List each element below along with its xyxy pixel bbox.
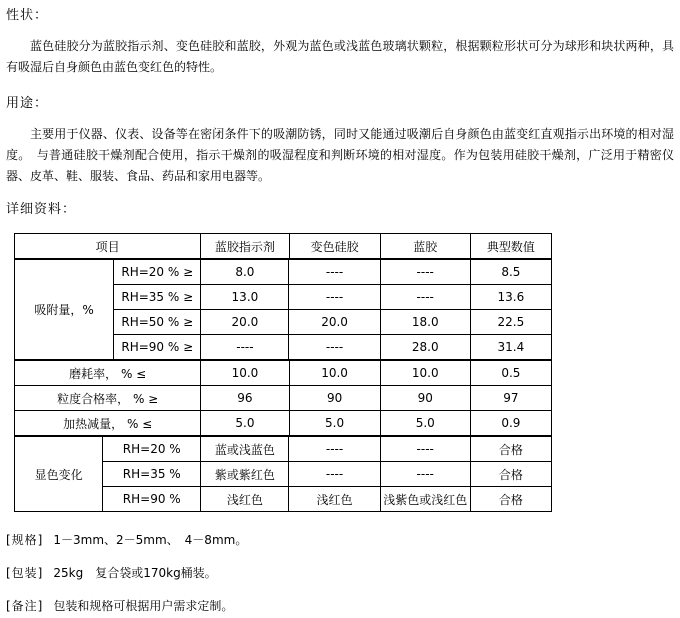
table-cell: 合格 [470, 487, 551, 512]
table-cell: ---- [201, 335, 289, 360]
packing-line-text: 25kg 复合袋或170kg桶装。 [53, 566, 217, 580]
table-cell: ---- [289, 335, 380, 360]
table-cell: ---- [380, 285, 470, 310]
column-header-item: 项目 [15, 234, 201, 259]
table-cell: 90 [380, 386, 470, 411]
table-cell: 20.0 [201, 310, 289, 335]
table-cell: 0.5 [470, 361, 551, 386]
table-cell: 10.0 [289, 361, 380, 386]
properties-paragraph: 蓝色硅胶分为蓝胶指示剂、变色硅胶和蓝胶，外观为蓝色或浅蓝色玻璃状颗粒，根据颗粒形状可分为球形和块状两种，具有吸湿后自身颜色由蓝色变红色的特性。 [6, 39, 674, 74]
note-line-text: 包装和规格可根据用户需求定制。 [53, 599, 234, 613]
row-label-heating-loss: 加热减量， % ≤ [15, 411, 201, 436]
spec-table-absorption-block [14, 259, 552, 360]
table-cell: ---- [380, 260, 470, 285]
table-cell: 22.5 [470, 310, 551, 335]
table-cell: 5.0 [201, 411, 289, 436]
row-group-label-absorption: 吸附量，% [15, 260, 114, 360]
table-cell: 13.0 [201, 285, 289, 310]
spec-table-rates-block [14, 360, 552, 436]
table-cell: 0.9 [470, 411, 551, 436]
table-cell: 90 [289, 386, 380, 411]
table-cell: ---- [380, 437, 470, 462]
column-header-typical: 典型数值 [470, 234, 551, 259]
table-cell: 10.0 [380, 361, 470, 386]
table-cell: 浅红色 [289, 487, 380, 512]
section-heading-details: 详细资料： [6, 202, 77, 217]
table-cell: 合格 [470, 437, 551, 462]
table-cell: 96 [201, 386, 289, 411]
column-header-discoloring: 变色硅胶 [289, 234, 380, 259]
spec-table [14, 233, 552, 512]
table-row [15, 386, 552, 411]
condition-cell: RH=35 % ≥ [114, 285, 201, 310]
spec-table-header-block [14, 233, 552, 259]
table-row [15, 361, 552, 386]
spec-table-color-change-block [14, 436, 552, 512]
table-cell: 13.6 [470, 285, 551, 310]
table-cell: 10.0 [201, 361, 289, 386]
note-line-label: [备注] [6, 599, 44, 613]
table-cell: 蓝或浅蓝色 [201, 437, 289, 462]
section-heading-properties: 性状： [6, 8, 49, 23]
table-cell: ---- [289, 260, 380, 285]
column-header-indicator: 蓝胶指示剂 [201, 234, 289, 259]
row-label-abrasion: 磨耗率， % ≤ [15, 361, 201, 386]
condition-cell: RH=20 % ≥ [114, 260, 201, 285]
table-cell: 20.0 [289, 310, 380, 335]
table-cell: ---- [380, 462, 470, 487]
packing-line [6, 565, 674, 581]
section-heading-usage: 用途： [6, 96, 49, 111]
table-cell: ---- [289, 437, 380, 462]
table-cell: 8.5 [470, 260, 551, 285]
table-cell: 18.0 [380, 310, 470, 335]
condition-cell: RH=35 % [103, 462, 201, 487]
table-cell: 浅紫色或浅红色 [380, 487, 470, 512]
table-cell: ---- [289, 462, 380, 487]
condition-cell: RH=90 % ≥ [114, 335, 201, 360]
table-cell: 合格 [470, 462, 551, 487]
table-cell: 5.0 [289, 411, 380, 436]
table-cell: 8.0 [201, 260, 289, 285]
spec-line [6, 532, 674, 548]
spec-line-text: 1－3mm、2－5mm、 4－8mm。 [53, 533, 248, 547]
table-row [15, 437, 552, 462]
table-header-row [15, 234, 552, 259]
table-row [15, 411, 552, 436]
column-header-blue: 蓝胶 [380, 234, 470, 259]
row-label-particle-size: 粒度合格率， % ≥ [15, 386, 201, 411]
table-cell: 5.0 [380, 411, 470, 436]
table-cell: 浅红色 [201, 487, 289, 512]
table-cell: ---- [289, 285, 380, 310]
note-line [6, 598, 674, 614]
packing-line-label: [包装] [6, 566, 44, 580]
usage-paragraph: 主要用于仪器、仪表、设备等在密闭条件下的吸潮防锈，同时又能通过吸潮后自身颜色由蓝变红直观指示出环境的相对湿度。 与普通硅胶干燥剂配合使用，指示干燥剂的吸湿程度和判断环境的相对湿度。作为包装用硅胶干燥剂，广泛用于精密仪器、皮革、鞋、服装、食品、药品和家用电器等。 [6, 127, 674, 183]
condition-cell: RH=50 % ≥ [114, 310, 201, 335]
spec-line-label: [规格] [6, 533, 44, 547]
condition-cell: RH=20 % [103, 437, 201, 462]
table-cell: 28.0 [380, 335, 470, 360]
table-cell: 紫或紫红色 [201, 462, 289, 487]
table-cell: 97 [470, 386, 551, 411]
row-group-label-color-change: 显色变化 [15, 437, 103, 512]
condition-cell: RH=90 % [103, 487, 201, 512]
table-cell: 31.4 [470, 335, 551, 360]
table-row [15, 260, 552, 285]
